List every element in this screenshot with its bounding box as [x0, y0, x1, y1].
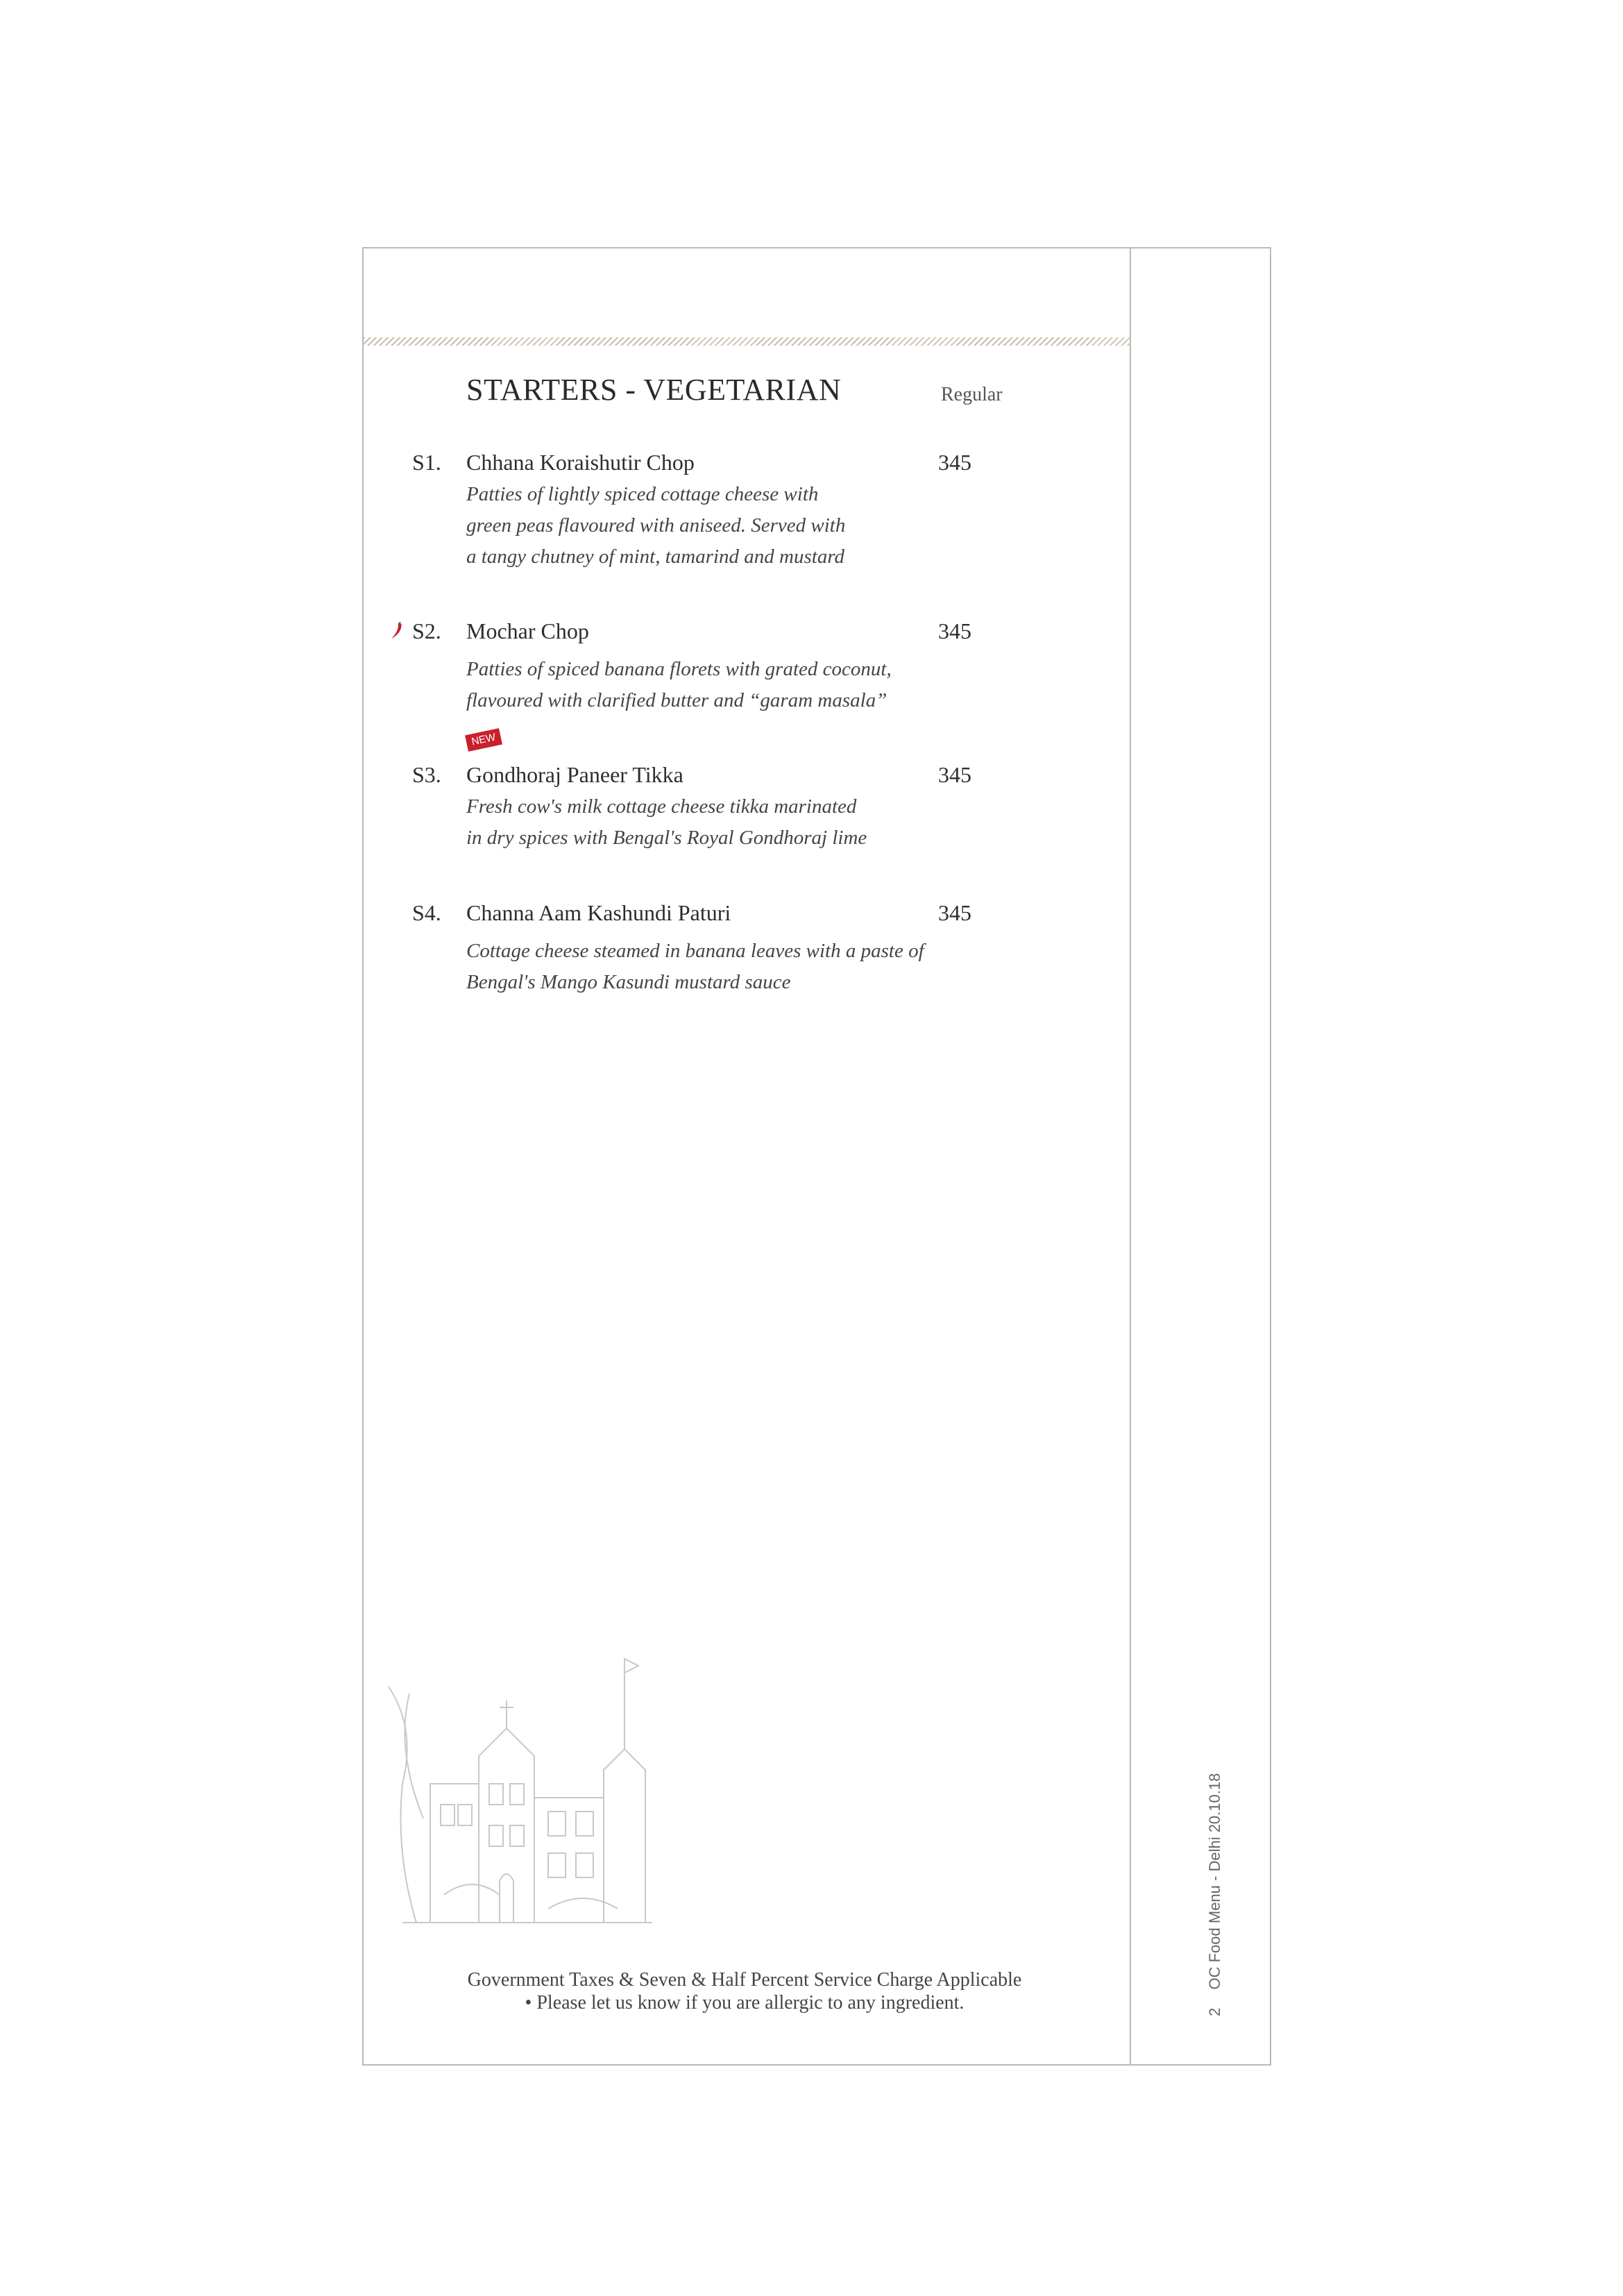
desc-line: Fresh cow's milk cottage cheese tikka marinated — [466, 795, 857, 818]
item-price: 345 — [938, 762, 971, 787]
desc-line: a tangy chutney of mint, tamarind and mustard — [466, 546, 845, 568]
decorative-hatch-border — [364, 337, 1130, 346]
item-price: 345 — [938, 450, 971, 475]
item-price: 345 — [938, 900, 971, 925]
item-code: S4. — [412, 900, 441, 925]
footer-allergy-note: • Please let us know if you are allergic to any ingredient. — [525, 1992, 965, 2014]
chili-icon — [389, 622, 404, 640]
desc-line: flavoured with clarified butter and “garam masala” — [466, 689, 887, 711]
item-code: S1. — [412, 450, 441, 475]
side-note — [1206, 1773, 1224, 2016]
price-column-label: Regular — [941, 384, 1003, 405]
desc-line: Patties of lightly spiced cottage cheese with — [466, 483, 819, 505]
desc-line: Bengal's Mango Kasundi mustard sauce — [466, 971, 791, 993]
item-name: Gondhoraj Paneer Tikka — [466, 762, 683, 787]
section-title: STARTERS - VEGETARIAN — [466, 373, 842, 407]
desc-line: Patties of spiced banana florets with grated coconut, — [466, 658, 892, 680]
item-code: S2. — [412, 618, 441, 643]
page-number: 2 — [1206, 2007, 1223, 2016]
desc-line: in dry spices with Bengal's Royal Gondhoraj lime — [466, 827, 867, 849]
building-sketch-illustration — [375, 1645, 666, 1936]
side-column-divider — [1130, 247, 1131, 2066]
desc-line: Cottage cheese steamed in banana leaves with a paste of — [466, 940, 924, 962]
item-price: 345 — [938, 618, 971, 643]
footer-tax-note: Government Taxes & Seven & Half Percent Service Charge Applicable — [467, 1969, 1022, 1991]
desc-line: green peas flavoured with aniseed. Served with — [466, 514, 846, 537]
item-name: Mochar Chop — [466, 618, 589, 643]
item-code: S3. — [412, 762, 441, 787]
new-badge: NEW — [465, 728, 502, 752]
item-description — [466, 654, 966, 716]
item-name: Channa Aam Kashundi Paturi — [466, 900, 731, 925]
item-name: Chhana Koraishutir Chop — [466, 450, 695, 475]
item-description — [466, 791, 966, 854]
item-description — [466, 479, 966, 573]
item-description — [466, 936, 966, 998]
menu-version-note: OC Food Menu - Delhi 20.10.18 — [1206, 1773, 1223, 1990]
